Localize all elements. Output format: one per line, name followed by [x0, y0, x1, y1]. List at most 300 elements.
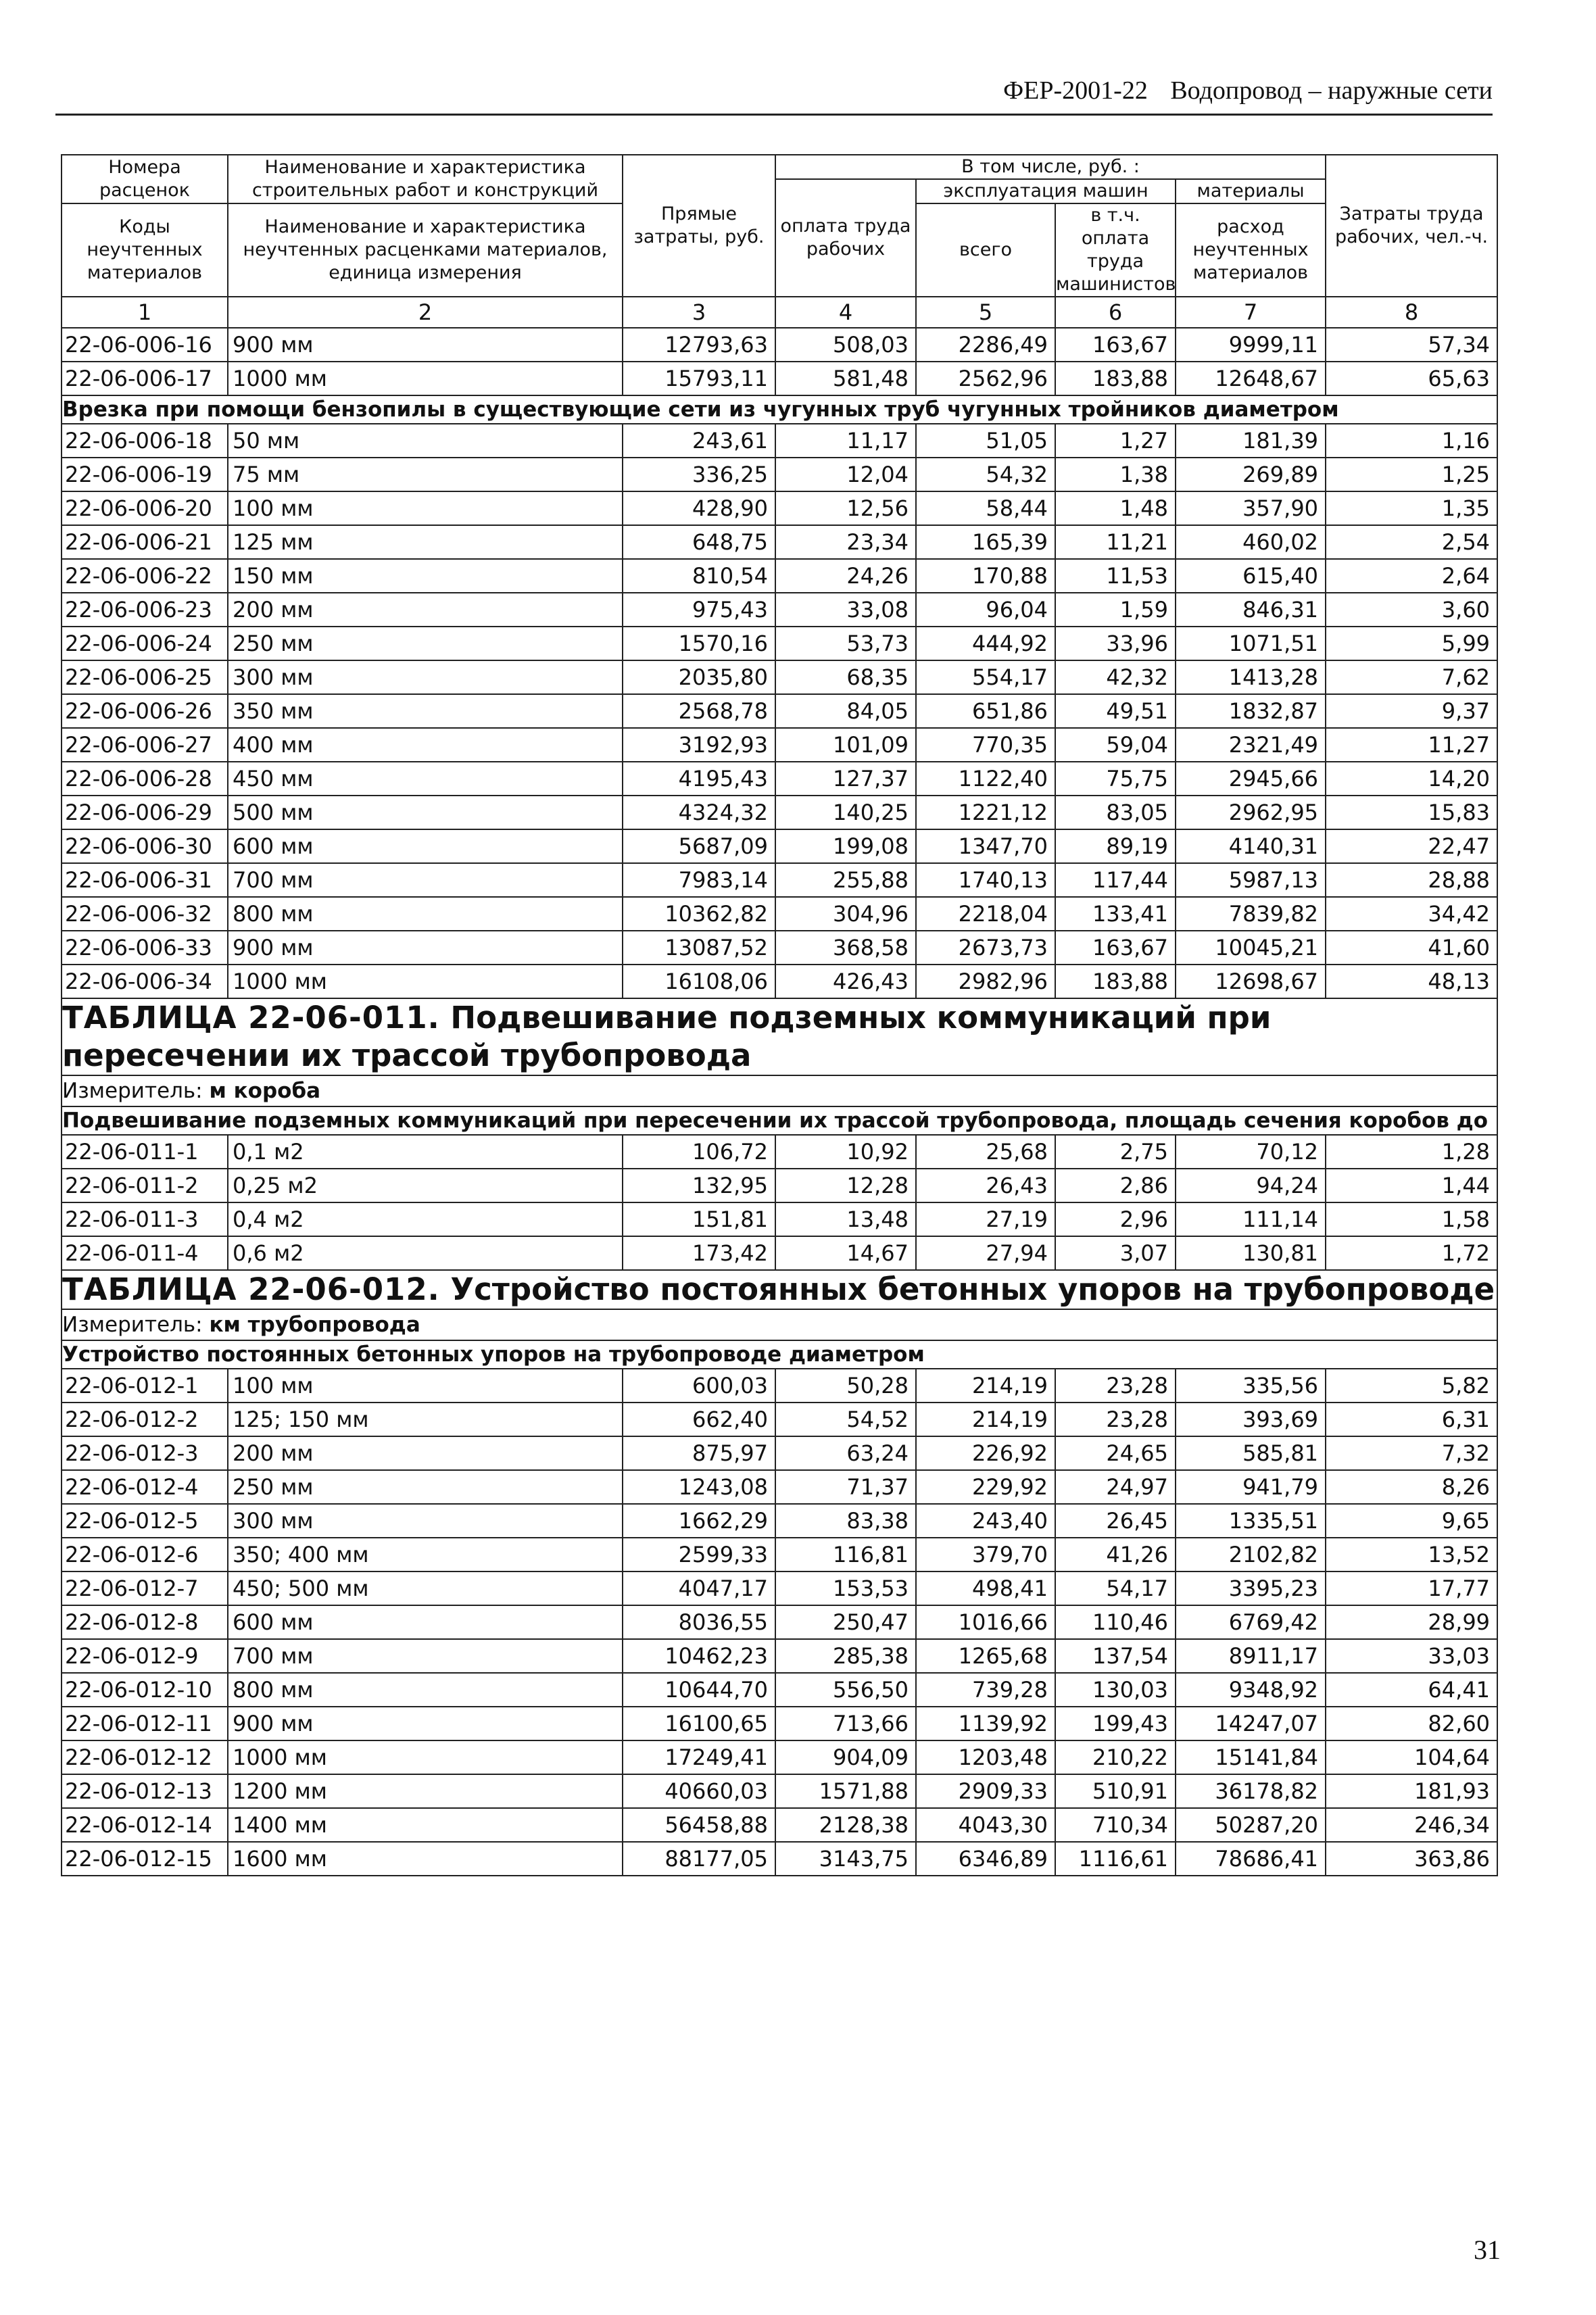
- column-number: 2: [228, 297, 623, 328]
- rate-code-cell: 22-06-012-15: [62, 1842, 228, 1876]
- col-header-labor-pay: оплата труда рабочих: [775, 179, 916, 297]
- machinists-pay-cell: 23,28: [1055, 1369, 1176, 1403]
- labor-hours-cell: 9,37: [1326, 694, 1497, 728]
- table-row: [62, 1673, 1497, 1707]
- rate-code-cell: 22-06-012-14: [62, 1808, 228, 1842]
- table-row: [62, 1169, 1497, 1202]
- materials-cell: 12698,67: [1176, 965, 1326, 998]
- machinists-pay-cell: 130,03: [1055, 1673, 1176, 1707]
- rate-code-cell: 22-06-006-23: [62, 593, 228, 627]
- labor-hours-cell: 17,77: [1326, 1571, 1497, 1605]
- machines-total-cell: 243,40: [916, 1504, 1055, 1538]
- machinists-pay-cell: 1,48: [1055, 491, 1176, 525]
- materials-cell: 130,81: [1176, 1236, 1326, 1270]
- labor-hours-cell: 57,34: [1326, 328, 1497, 362]
- item-name-cell: 500 мм: [228, 796, 623, 829]
- machines-total-cell: 1347,70: [916, 829, 1055, 863]
- item-name-cell: 75 мм: [228, 458, 623, 491]
- labor-hours-cell: 48,13: [1326, 965, 1497, 998]
- machinists-pay-cell: 42,32: [1055, 660, 1176, 694]
- item-name-cell: 400 мм: [228, 728, 623, 762]
- direct-costs-cell: 5687,09: [623, 829, 775, 863]
- meter-label: Измеритель:: [62, 1079, 203, 1103]
- rate-code-cell: 22-06-006-31: [62, 863, 228, 897]
- col-header-work-name: Наименование и характеристика строительных работ и конструкций: [228, 155, 623, 203]
- materials-cell: 70,12: [1176, 1135, 1326, 1169]
- machinists-pay-cell: 23,28: [1055, 1403, 1176, 1436]
- labor-pay-cell: 13,48: [775, 1202, 916, 1236]
- machinists-pay-cell: 24,97: [1055, 1470, 1176, 1504]
- machinists-pay-cell: 41,26: [1055, 1538, 1176, 1571]
- machines-total-cell: 214,19: [916, 1403, 1055, 1436]
- labor-pay-cell: 83,38: [775, 1504, 916, 1538]
- col-header-including: В том числе, руб. :: [775, 155, 1326, 179]
- direct-costs-cell: 4047,17: [623, 1571, 775, 1605]
- section-006-b-rows: [62, 424, 1497, 998]
- labor-pay-cell: 1571,88: [775, 1774, 916, 1808]
- section-006-b: [62, 395, 1497, 424]
- table-row: [62, 593, 1497, 627]
- table-row: [62, 694, 1497, 728]
- machines-total-cell: 651,86: [916, 694, 1055, 728]
- table-row: [62, 1470, 1497, 1504]
- direct-costs-cell: 56458,88: [623, 1808, 775, 1842]
- materials-cell: 2962,95: [1176, 796, 1326, 829]
- materials-cell: 15141,84: [1176, 1740, 1326, 1774]
- machines-total-cell: 444,92: [916, 627, 1055, 660]
- materials-cell: 10045,21: [1176, 931, 1326, 965]
- item-name-cell: 700 мм: [228, 1639, 623, 1673]
- labor-hours-cell: 1,16: [1326, 424, 1497, 458]
- labor-hours-cell: 15,83: [1326, 796, 1497, 829]
- machinists-pay-cell: 1,27: [1055, 424, 1176, 458]
- item-name-cell: 350; 400 мм: [228, 1538, 623, 1571]
- rate-code-cell: 22-06-012-4: [62, 1470, 228, 1504]
- labor-pay-cell: 12,28: [775, 1169, 916, 1202]
- doc-code: ФЕР-2001-22: [1003, 76, 1148, 105]
- item-name-cell: 350 мм: [228, 694, 623, 728]
- direct-costs-cell: 428,90: [623, 491, 775, 525]
- materials-cell: 2321,49: [1176, 728, 1326, 762]
- labor-pay-cell: 199,08: [775, 829, 916, 863]
- item-name-cell: 125 мм: [228, 525, 623, 559]
- direct-costs-cell: 10644,70: [623, 1673, 775, 1707]
- column-number: 5: [916, 297, 1055, 328]
- page-header: [55, 70, 1493, 116]
- labor-hours-cell: 2,64: [1326, 559, 1497, 593]
- table-row: [62, 897, 1497, 931]
- item-name-cell: 1000 мм: [228, 965, 623, 998]
- labor-pay-cell: 101,09: [775, 728, 916, 762]
- materials-cell: 12648,67: [1176, 362, 1326, 395]
- machinists-pay-cell: 117,44: [1055, 863, 1176, 897]
- machines-total-cell: 554,17: [916, 660, 1055, 694]
- materials-cell: 269,89: [1176, 458, 1326, 491]
- machines-total-cell: 226,92: [916, 1436, 1055, 1470]
- direct-costs-cell: 600,03: [623, 1369, 775, 1403]
- item-name-cell: 700 мм: [228, 863, 623, 897]
- direct-costs-cell: 875,97: [623, 1436, 775, 1470]
- direct-costs-cell: 4324,32: [623, 796, 775, 829]
- meter-value: км трубопровода: [209, 1313, 420, 1337]
- rate-code-cell: 22-06-012-12: [62, 1740, 228, 1774]
- labor-hours-cell: 28,88: [1326, 863, 1497, 897]
- item-name-cell: 0,4 м2: [228, 1202, 623, 1236]
- item-name-cell: 250 мм: [228, 1470, 623, 1504]
- machines-total-cell: 1221,12: [916, 796, 1055, 829]
- labor-pay-cell: 53,73: [775, 627, 916, 660]
- labor-pay-cell: 2128,38: [775, 1808, 916, 1842]
- labor-hours-cell: 82,60: [1326, 1707, 1497, 1740]
- direct-costs-cell: 40660,03: [623, 1774, 775, 1808]
- machines-total-cell: 214,19: [916, 1369, 1055, 1403]
- rate-code-cell: 22-06-011-2: [62, 1169, 228, 1202]
- table-row: [62, 965, 1497, 998]
- rate-code-cell: 22-06-006-17: [62, 362, 228, 395]
- table-row: [62, 1403, 1497, 1436]
- machines-total-cell: 6346,89: [916, 1842, 1055, 1876]
- direct-costs-cell: 1243,08: [623, 1470, 775, 1504]
- direct-costs-cell: 17249,41: [623, 1740, 775, 1774]
- item-name-cell: 900 мм: [228, 1707, 623, 1740]
- column-number: 6: [1055, 297, 1176, 328]
- rate-code-cell: 22-06-006-22: [62, 559, 228, 593]
- labor-pay-cell: 250,47: [775, 1605, 916, 1639]
- labor-hours-cell: 7,62: [1326, 660, 1497, 694]
- labor-pay-cell: 14,67: [775, 1236, 916, 1270]
- machinists-pay-cell: 183,88: [1055, 965, 1176, 998]
- col-header-rate-number: Номера расценок: [62, 155, 228, 203]
- machines-total-cell: 58,44: [916, 491, 1055, 525]
- labor-hours-cell: 22,47: [1326, 829, 1497, 863]
- rate-code-cell: 22-06-006-26: [62, 694, 228, 728]
- machines-total-cell: 96,04: [916, 593, 1055, 627]
- machines-total-cell: 4043,30: [916, 1808, 1055, 1842]
- table-row: [62, 458, 1497, 491]
- machinists-pay-cell: 199,43: [1055, 1707, 1176, 1740]
- labor-hours-cell: 64,41: [1326, 1673, 1497, 1707]
- section-title: Устройство постоянных бетонных упоров на трубопроводе диаметром: [62, 1340, 1497, 1369]
- table-row: [62, 931, 1497, 965]
- machines-total-cell: 498,41: [916, 1571, 1055, 1605]
- labor-hours-cell: 1,72: [1326, 1236, 1497, 1270]
- table-label: ТАБЛИЦА 22-06-012.: [62, 1271, 440, 1307]
- table-row: [62, 1135, 1497, 1169]
- table-row: [62, 1842, 1497, 1876]
- machines-total-cell: 1122,40: [916, 762, 1055, 796]
- labor-pay-cell: 84,05: [775, 694, 916, 728]
- section-title: Врезка при помощи бензопилы в существующие сети из чугунных труб чугунных тройников диаметром: [62, 395, 1497, 424]
- rate-code-cell: 22-06-006-28: [62, 762, 228, 796]
- machinists-pay-cell: 11,53: [1055, 559, 1176, 593]
- machines-total-cell: 229,92: [916, 1470, 1055, 1504]
- column-number: 7: [1176, 297, 1326, 328]
- machines-total-cell: 2982,96: [916, 965, 1055, 998]
- materials-cell: 7839,82: [1176, 897, 1326, 931]
- labor-hours-cell: 363,86: [1326, 1842, 1497, 1876]
- machines-total-cell: 739,28: [916, 1673, 1055, 1707]
- item-name-cell: 250 мм: [228, 627, 623, 660]
- direct-costs-cell: 1570,16: [623, 627, 775, 660]
- labor-pay-cell: 68,35: [775, 660, 916, 694]
- machinists-pay-cell: 163,67: [1055, 931, 1176, 965]
- labor-hours-cell: 246,34: [1326, 1808, 1497, 1842]
- direct-costs-cell: 810,54: [623, 559, 775, 593]
- machinists-pay-cell: 49,51: [1055, 694, 1176, 728]
- table-row: [62, 1808, 1497, 1842]
- materials-cell: 2102,82: [1176, 1538, 1326, 1571]
- machinists-pay-cell: 54,17: [1055, 1571, 1176, 1605]
- table-row: [62, 1740, 1497, 1774]
- rate-code-cell: 22-06-011-1: [62, 1135, 228, 1169]
- page-number: 31: [1474, 2235, 1501, 2265]
- item-name-cell: 800 мм: [228, 1673, 623, 1707]
- labor-hours-cell: 5,82: [1326, 1369, 1497, 1403]
- rate-code-cell: 22-06-006-21: [62, 525, 228, 559]
- direct-costs-cell: 2568,78: [623, 694, 775, 728]
- labor-hours-cell: 104,64: [1326, 1740, 1497, 1774]
- labor-hours-cell: 6,31: [1326, 1403, 1497, 1436]
- table-row: [62, 1639, 1497, 1673]
- item-name-cell: 125; 150 мм: [228, 1403, 623, 1436]
- table-label: ТАБЛИЦА 22-06-011.: [62, 1000, 440, 1035]
- item-name-cell: 450; 500 мм: [228, 1571, 623, 1605]
- labor-pay-cell: 581,48: [775, 362, 916, 395]
- direct-costs-cell: 88177,05: [623, 1842, 775, 1876]
- table-row: [62, 491, 1497, 525]
- table-006-tail: [62, 328, 1497, 395]
- table-title-text: Подвешивание подземных коммуникаций при пересечении их трассой трубопровода: [62, 1000, 1272, 1073]
- rates-table: [61, 154, 1498, 1876]
- labor-hours-cell: 1,58: [1326, 1202, 1497, 1236]
- materials-cell: 615,40: [1176, 559, 1326, 593]
- labor-pay-cell: 12,04: [775, 458, 916, 491]
- labor-hours-cell: 13,52: [1326, 1538, 1497, 1571]
- labor-pay-cell: 24,26: [775, 559, 916, 593]
- materials-cell: 111,14: [1176, 1202, 1326, 1236]
- col-header-labor-costs: Затраты труда рабочих, чел.-ч.: [1326, 155, 1497, 297]
- table-meter: [62, 1309, 1497, 1340]
- direct-costs-cell: 16108,06: [623, 965, 775, 998]
- labor-pay-cell: 904,09: [775, 1740, 916, 1774]
- table-row: [62, 525, 1497, 559]
- rate-code-cell: 22-06-012-5: [62, 1504, 228, 1538]
- machinists-pay-cell: 75,75: [1055, 762, 1176, 796]
- labor-pay-cell: 556,50: [775, 1673, 916, 1707]
- labor-pay-cell: 127,37: [775, 762, 916, 796]
- labor-hours-cell: 34,42: [1326, 897, 1497, 931]
- table-row: [62, 829, 1497, 863]
- table-row: [62, 424, 1497, 458]
- direct-costs-cell: 4195,43: [623, 762, 775, 796]
- labor-pay-cell: 10,92: [775, 1135, 916, 1169]
- materials-cell: 393,69: [1176, 1403, 1326, 1436]
- col-header-materials: материалы: [1176, 179, 1326, 203]
- labor-hours-cell: 1,28: [1326, 1135, 1497, 1169]
- machinists-pay-cell: 11,21: [1055, 525, 1176, 559]
- table-row: [62, 1774, 1497, 1808]
- labor-hours-cell: 3,60: [1326, 593, 1497, 627]
- direct-costs-cell: 15793,11: [623, 362, 775, 395]
- labor-pay-cell: 426,43: [775, 965, 916, 998]
- direct-costs-cell: 243,61: [623, 424, 775, 458]
- item-name-cell: 600 мм: [228, 829, 623, 863]
- labor-pay-cell: 713,66: [775, 1707, 916, 1740]
- column-number: 1: [62, 297, 228, 328]
- item-name-cell: 0,25 м2: [228, 1169, 623, 1202]
- labor-hours-cell: 1,25: [1326, 458, 1497, 491]
- machinists-pay-cell: 110,46: [1055, 1605, 1176, 1639]
- materials-cell: 1413,28: [1176, 660, 1326, 694]
- materials-cell: 335,56: [1176, 1369, 1326, 1403]
- labor-hours-cell: 41,60: [1326, 931, 1497, 965]
- rate-code-cell: 22-06-012-3: [62, 1436, 228, 1470]
- table-row: [62, 1202, 1497, 1236]
- direct-costs-cell: 13087,52: [623, 931, 775, 965]
- machines-total-cell: 379,70: [916, 1538, 1055, 1571]
- materials-cell: 585,81: [1176, 1436, 1326, 1470]
- meter-label: Измеритель:: [62, 1313, 203, 1337]
- direct-costs-cell: 151,81: [623, 1202, 775, 1236]
- item-name-cell: 800 мм: [228, 897, 623, 931]
- materials-cell: 6769,42: [1176, 1605, 1326, 1639]
- machines-total-cell: 54,32: [916, 458, 1055, 491]
- rate-code-cell: 22-06-006-33: [62, 931, 228, 965]
- direct-costs-cell: 975,43: [623, 593, 775, 627]
- rate-code-cell: 22-06-012-2: [62, 1403, 228, 1436]
- materials-cell: 1071,51: [1176, 627, 1326, 660]
- col-header-machines-total: всего: [916, 203, 1055, 297]
- machinists-pay-cell: 137,54: [1055, 1639, 1176, 1673]
- labor-hours-cell: 1,44: [1326, 1169, 1497, 1202]
- machines-total-cell: 25,68: [916, 1135, 1055, 1169]
- labor-pay-cell: 368,58: [775, 931, 916, 965]
- direct-costs-cell: 648,75: [623, 525, 775, 559]
- column-number: 4: [775, 297, 916, 328]
- rate-code-cell: 22-06-006-25: [62, 660, 228, 694]
- item-name-cell: 1600 мм: [228, 1842, 623, 1876]
- item-name-cell: 200 мм: [228, 593, 623, 627]
- rate-code-cell: 22-06-011-3: [62, 1202, 228, 1236]
- meter-value: м короба: [209, 1079, 321, 1103]
- materials-cell: 1832,87: [1176, 694, 1326, 728]
- table-row: [62, 1538, 1497, 1571]
- table-row: [62, 559, 1497, 593]
- machinists-pay-cell: 210,22: [1055, 1740, 1176, 1774]
- materials-cell: 14247,07: [1176, 1707, 1326, 1740]
- table-row: [62, 1436, 1497, 1470]
- machines-total-cell: 170,88: [916, 559, 1055, 593]
- materials-cell: 50287,20: [1176, 1808, 1326, 1842]
- item-name-cell: 0,6 м2: [228, 1236, 623, 1270]
- labor-pay-cell: 508,03: [775, 328, 916, 362]
- table-row: [62, 627, 1497, 660]
- rate-code-cell: 22-06-006-24: [62, 627, 228, 660]
- machinists-pay-cell: 2,96: [1055, 1202, 1176, 1236]
- machines-total-cell: 1203,48: [916, 1740, 1055, 1774]
- machinists-pay-cell: 89,19: [1055, 829, 1176, 863]
- document-body: [61, 154, 1497, 1876]
- machines-total-cell: 1139,92: [916, 1707, 1055, 1740]
- machinists-pay-cell: 1116,61: [1055, 1842, 1176, 1876]
- machines-total-cell: 1265,68: [916, 1639, 1055, 1673]
- rate-code-cell: 22-06-006-30: [62, 829, 228, 863]
- direct-costs-cell: 2035,80: [623, 660, 775, 694]
- col-header-machinists-pay: в т.ч. оплата труда машинистов: [1055, 203, 1176, 297]
- direct-costs-cell: 10362,82: [623, 897, 775, 931]
- labor-pay-cell: 285,38: [775, 1639, 916, 1673]
- labor-hours-cell: 9,65: [1326, 1504, 1497, 1538]
- table-row: [62, 1605, 1497, 1639]
- column-number: 3: [623, 297, 775, 328]
- item-name-cell: 50 мм: [228, 424, 623, 458]
- materials-cell: 460,02: [1176, 525, 1326, 559]
- labor-pay-cell: 11,17: [775, 424, 916, 458]
- machines-total-cell: 1740,13: [916, 863, 1055, 897]
- materials-cell: 2945,66: [1176, 762, 1326, 796]
- labor-pay-cell: 33,08: [775, 593, 916, 627]
- direct-costs-cell: 662,40: [623, 1403, 775, 1436]
- labor-hours-cell: 1,35: [1326, 491, 1497, 525]
- rate-code-cell: 22-06-006-27: [62, 728, 228, 762]
- machines-total-cell: 165,39: [916, 525, 1055, 559]
- materials-cell: 941,79: [1176, 1470, 1326, 1504]
- table-row: [62, 796, 1497, 829]
- machinists-pay-cell: 510,91: [1055, 1774, 1176, 1808]
- labor-hours-cell: 181,93: [1326, 1774, 1497, 1808]
- table-row: [62, 1369, 1497, 1403]
- direct-costs-cell: 1662,29: [623, 1504, 775, 1538]
- col-header-direct-costs: Прямые затраты, руб.: [623, 155, 775, 297]
- labor-pay-cell: 54,52: [775, 1403, 916, 1436]
- machinists-pay-cell: 2,86: [1055, 1169, 1176, 1202]
- table-title-text: Устройство постоянных бетонных упоров на трубопроводе: [450, 1271, 1495, 1307]
- labor-hours-cell: 5,99: [1326, 627, 1497, 660]
- rate-code-cell: 22-06-011-4: [62, 1236, 228, 1270]
- table-row: [62, 1707, 1497, 1740]
- table-012-rows: [62, 1369, 1497, 1876]
- table-011-rows: [62, 1135, 1497, 1270]
- machinists-pay-cell: 710,34: [1055, 1808, 1176, 1842]
- labor-pay-cell: 153,53: [775, 1571, 916, 1605]
- item-name-cell: 100 мм: [228, 491, 623, 525]
- machines-total-cell: 2909,33: [916, 1774, 1055, 1808]
- col-header-machine-operation: эксплуатация машин: [916, 179, 1176, 203]
- rate-code-cell: 22-06-012-10: [62, 1673, 228, 1707]
- machines-total-cell: 27,19: [916, 1202, 1055, 1236]
- col-header-material-name: Наименование и характеристика неучтенных расценками материалов, единица измерения: [228, 203, 623, 297]
- machinists-pay-cell: 83,05: [1055, 796, 1176, 829]
- direct-costs-cell: 2599,33: [623, 1538, 775, 1571]
- labor-pay-cell: 12,56: [775, 491, 916, 525]
- item-name-cell: 1000 мм: [228, 362, 623, 395]
- machines-total-cell: 2673,73: [916, 931, 1055, 965]
- machinists-pay-cell: 26,45: [1055, 1504, 1176, 1538]
- labor-pay-cell: 50,28: [775, 1369, 916, 1403]
- machinists-pay-cell: 1,59: [1055, 593, 1176, 627]
- materials-cell: 8911,17: [1176, 1639, 1326, 1673]
- rate-code-cell: 22-06-006-20: [62, 491, 228, 525]
- table-row: [62, 762, 1497, 796]
- table-row: [62, 1236, 1497, 1270]
- machinists-pay-cell: 59,04: [1055, 728, 1176, 762]
- item-name-cell: 300 мм: [228, 660, 623, 694]
- labor-hours-cell: 7,32: [1326, 1436, 1497, 1470]
- direct-costs-cell: 10462,23: [623, 1639, 775, 1673]
- materials-cell: 78686,41: [1176, 1842, 1326, 1876]
- machines-total-cell: 2286,49: [916, 328, 1055, 362]
- machinists-pay-cell: 24,65: [1055, 1436, 1176, 1470]
